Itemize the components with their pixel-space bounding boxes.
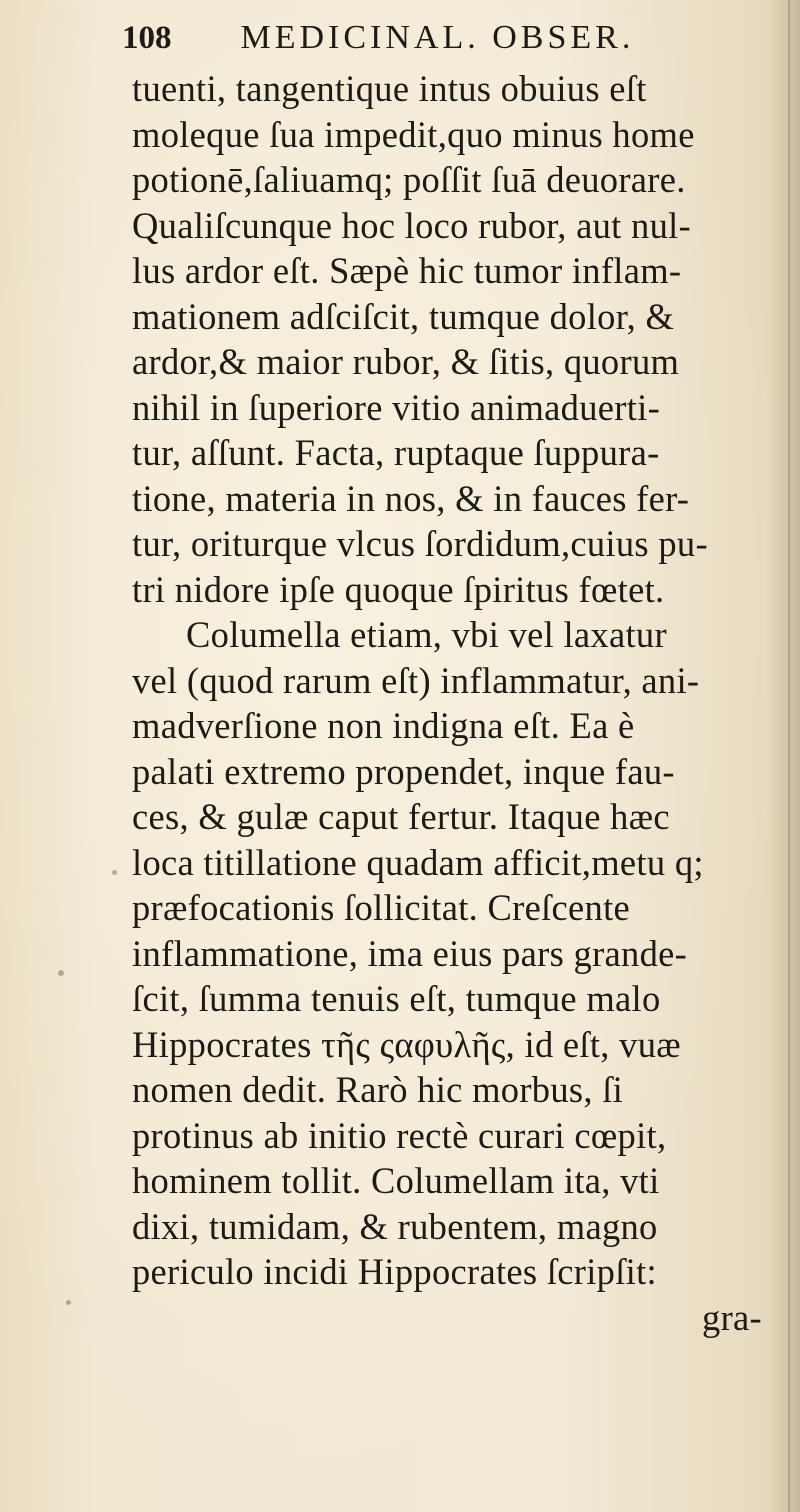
text-line: lus ardor eſt. Sæpè hic tumor inflam- [132,250,682,291]
text-line: loca titillatione quadam afficit,metu q; [132,841,704,883]
text-line: tri nidore ipſe quoque ſpiritus fœtet. [132,568,665,610]
text-line: inflammatione, ima eius pars grande- [132,932,688,974]
paper-speck [58,970,64,976]
text-line: nihil in ſuperiore vitio animaduerti- [132,386,661,428]
text-line: moleque ſua impedit,quo minus home [132,113,695,155]
text-line: tione, materia in nos, & in fauces fer- [132,477,690,519]
text-line: protinus ab initio rectè curari cœpit, [132,1114,667,1156]
page-header [122,14,762,62]
text-line: tuenti, tangentique intus obuius eſt [132,68,647,109]
catchword: gra- [702,1296,762,1338]
text-line: hominem tollit. Columellam ita, vti [132,1160,660,1201]
text-line: potionē,ſaliuamq; poſſit ſuā deuorare. [132,159,686,200]
text-line: tur, oriturque vlcus ſordidum,cuius pu- [132,523,708,564]
text-line: madverſione non indigna eſt. Ea è [132,705,635,746]
paper-speck [66,1300,71,1305]
body-text [132,66,792,1340]
text-line: nomen dedit. Rarò hic morbus, ſi [132,1069,624,1110]
text-line: Hippocrates τῆς ςαφυλῆς, id eſt, vuæ [132,1023,681,1065]
text-line: mationem adſciſcit, tumque dolor, & [132,295,675,337]
text-line: ardor,& maior rubor, & ſitis, quorum [132,341,680,382]
running-title: MEDICINAL. OBSER. [240,19,635,56]
text-line: palati extremo propendet, inque fau- [132,750,675,792]
text-line: vel (quod rarum eſt) inflammatur, ani- [132,659,700,701]
text-line: periculo incidi Hippocrates ſcripſit: [132,1251,657,1292]
text-line: Qualiſcunque hoc loco rubor, aut nul- [132,204,692,246]
text-line: ſcit, ſumma tenuis eſt, tumque malo [132,978,661,1019]
page-number: 108 [122,20,172,56]
text-line: ces, & gulæ caput fertur. Itaque hæc [132,796,670,837]
text-line: tur, aſſunt. Facta, ruptaque ſuppura- [132,432,660,473]
text-line: dixi, tumidam, & rubentem, magno [132,1205,658,1247]
text-line: præfocationis ſollicitat. Creſcente [132,887,631,928]
paper-speck [112,870,117,875]
paragraph-start-line: Columella etiam, vbi vel laxatur [186,614,667,655]
